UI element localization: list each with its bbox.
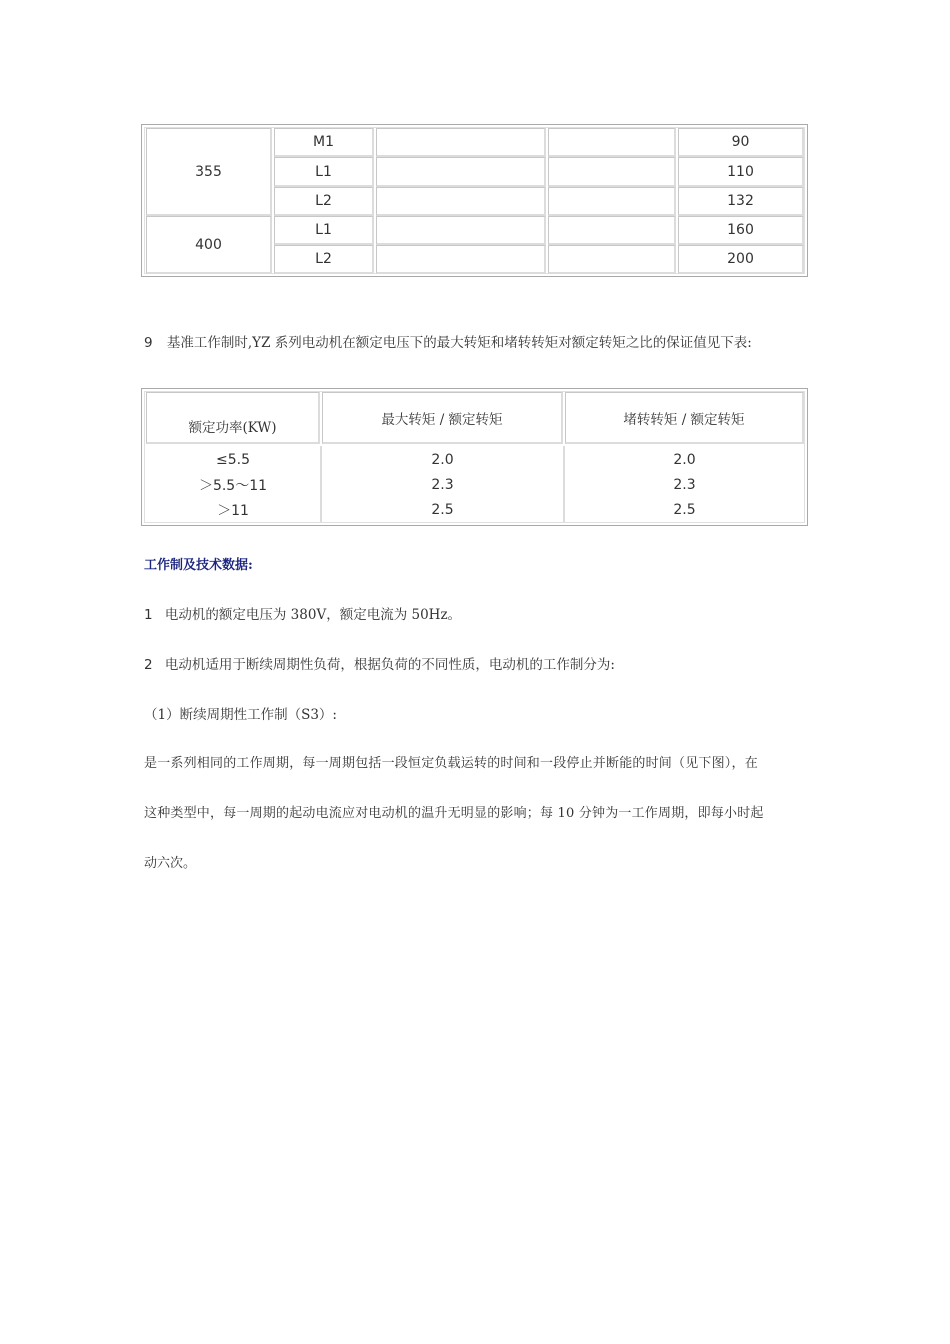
paragraph-1 [144, 603, 461, 623]
empty-cell [376, 187, 546, 216]
max-torque-cell: 2.5 [431, 501, 454, 518]
max-torque-cell: 2.0 [431, 451, 454, 468]
section-heading: 工作制及技术数据: [144, 558, 253, 573]
paragraph-2 [144, 653, 615, 673]
header-rated-power: 额定功率(KW) [146, 392, 320, 444]
length-code-cell: M1 [274, 128, 374, 157]
power-value-cell: 110 [678, 157, 804, 187]
paragraph-3: （1）断续周期性工作制（S3）: [144, 707, 337, 723]
max-torque-cell: 2.3 [431, 476, 454, 493]
locked-torque-cell: 2.0 [673, 451, 696, 468]
power-value-cell: 200 [678, 245, 804, 274]
item-text: 基准工作制时,YZ 系列电动机在额定电压下的最大转矩和堵转转矩对额定转矩之比的保证值见下表: [166, 335, 752, 351]
power-range-cell: ≤5.5 [216, 451, 250, 468]
power-range-cell: ＞11 [217, 502, 249, 519]
item-9-paragraph [144, 331, 752, 351]
empty-cell [376, 128, 546, 157]
paragraph-text: 电动机适用于断续周期性负荷，根据负荷的不同性质，电动机的工作制分为: [164, 657, 615, 673]
item-number: 9 [144, 335, 153, 351]
locked-torque-cell: 2.5 [673, 501, 696, 518]
length-code-cell: L2 [274, 245, 374, 274]
power-value-cell: 90 [678, 128, 804, 157]
empty-cell [548, 128, 676, 157]
empty-cell [548, 245, 676, 274]
column-divider [320, 446, 322, 522]
header-locked-torque-ratio: 堵转转矩 / 额定转矩 [565, 392, 804, 444]
length-code-cell: L1 [274, 216, 374, 245]
empty-cell [376, 216, 546, 245]
power-range-cell: ＞5.5～11 [198, 477, 268, 494]
power-value-cell: 160 [678, 216, 804, 245]
empty-cell [376, 245, 546, 274]
column-divider [563, 446, 565, 522]
paragraph-4-line-1: 是一系列相同的工作周期，每一周期包括一段恒定负载运转的时间和一段停止并断能的时间（见下图），在 [144, 756, 758, 771]
locked-torque-cell: 2.3 [673, 476, 696, 493]
paragraph-number: 1 [144, 607, 153, 623]
paragraph-text: 电动机的额定电压为 380V，额定电流为 50Hz。 [164, 607, 462, 623]
empty-cell [548, 157, 676, 187]
frame-size-cell-400: 400 [146, 216, 272, 274]
paragraph-number: 2 [144, 657, 153, 673]
frame-size-cell-355: 355 [146, 128, 272, 216]
length-code-cell: L1 [274, 157, 374, 187]
empty-cell [548, 187, 676, 216]
length-code-cell: L2 [274, 187, 374, 216]
paragraph-4-line-3: 动六次。 [144, 856, 197, 871]
power-value-cell: 132 [678, 187, 804, 216]
empty-cell [376, 157, 546, 187]
header-max-torque-ratio: 最大转矩 / 额定转矩 [322, 392, 563, 444]
paragraph-4-line-2: 这种类型中，每一周期的起动电流应对电动机的温升无明显的影响；每 10 分钟为一工作周期，即每小时起 [144, 806, 764, 821]
empty-cell [548, 216, 676, 245]
